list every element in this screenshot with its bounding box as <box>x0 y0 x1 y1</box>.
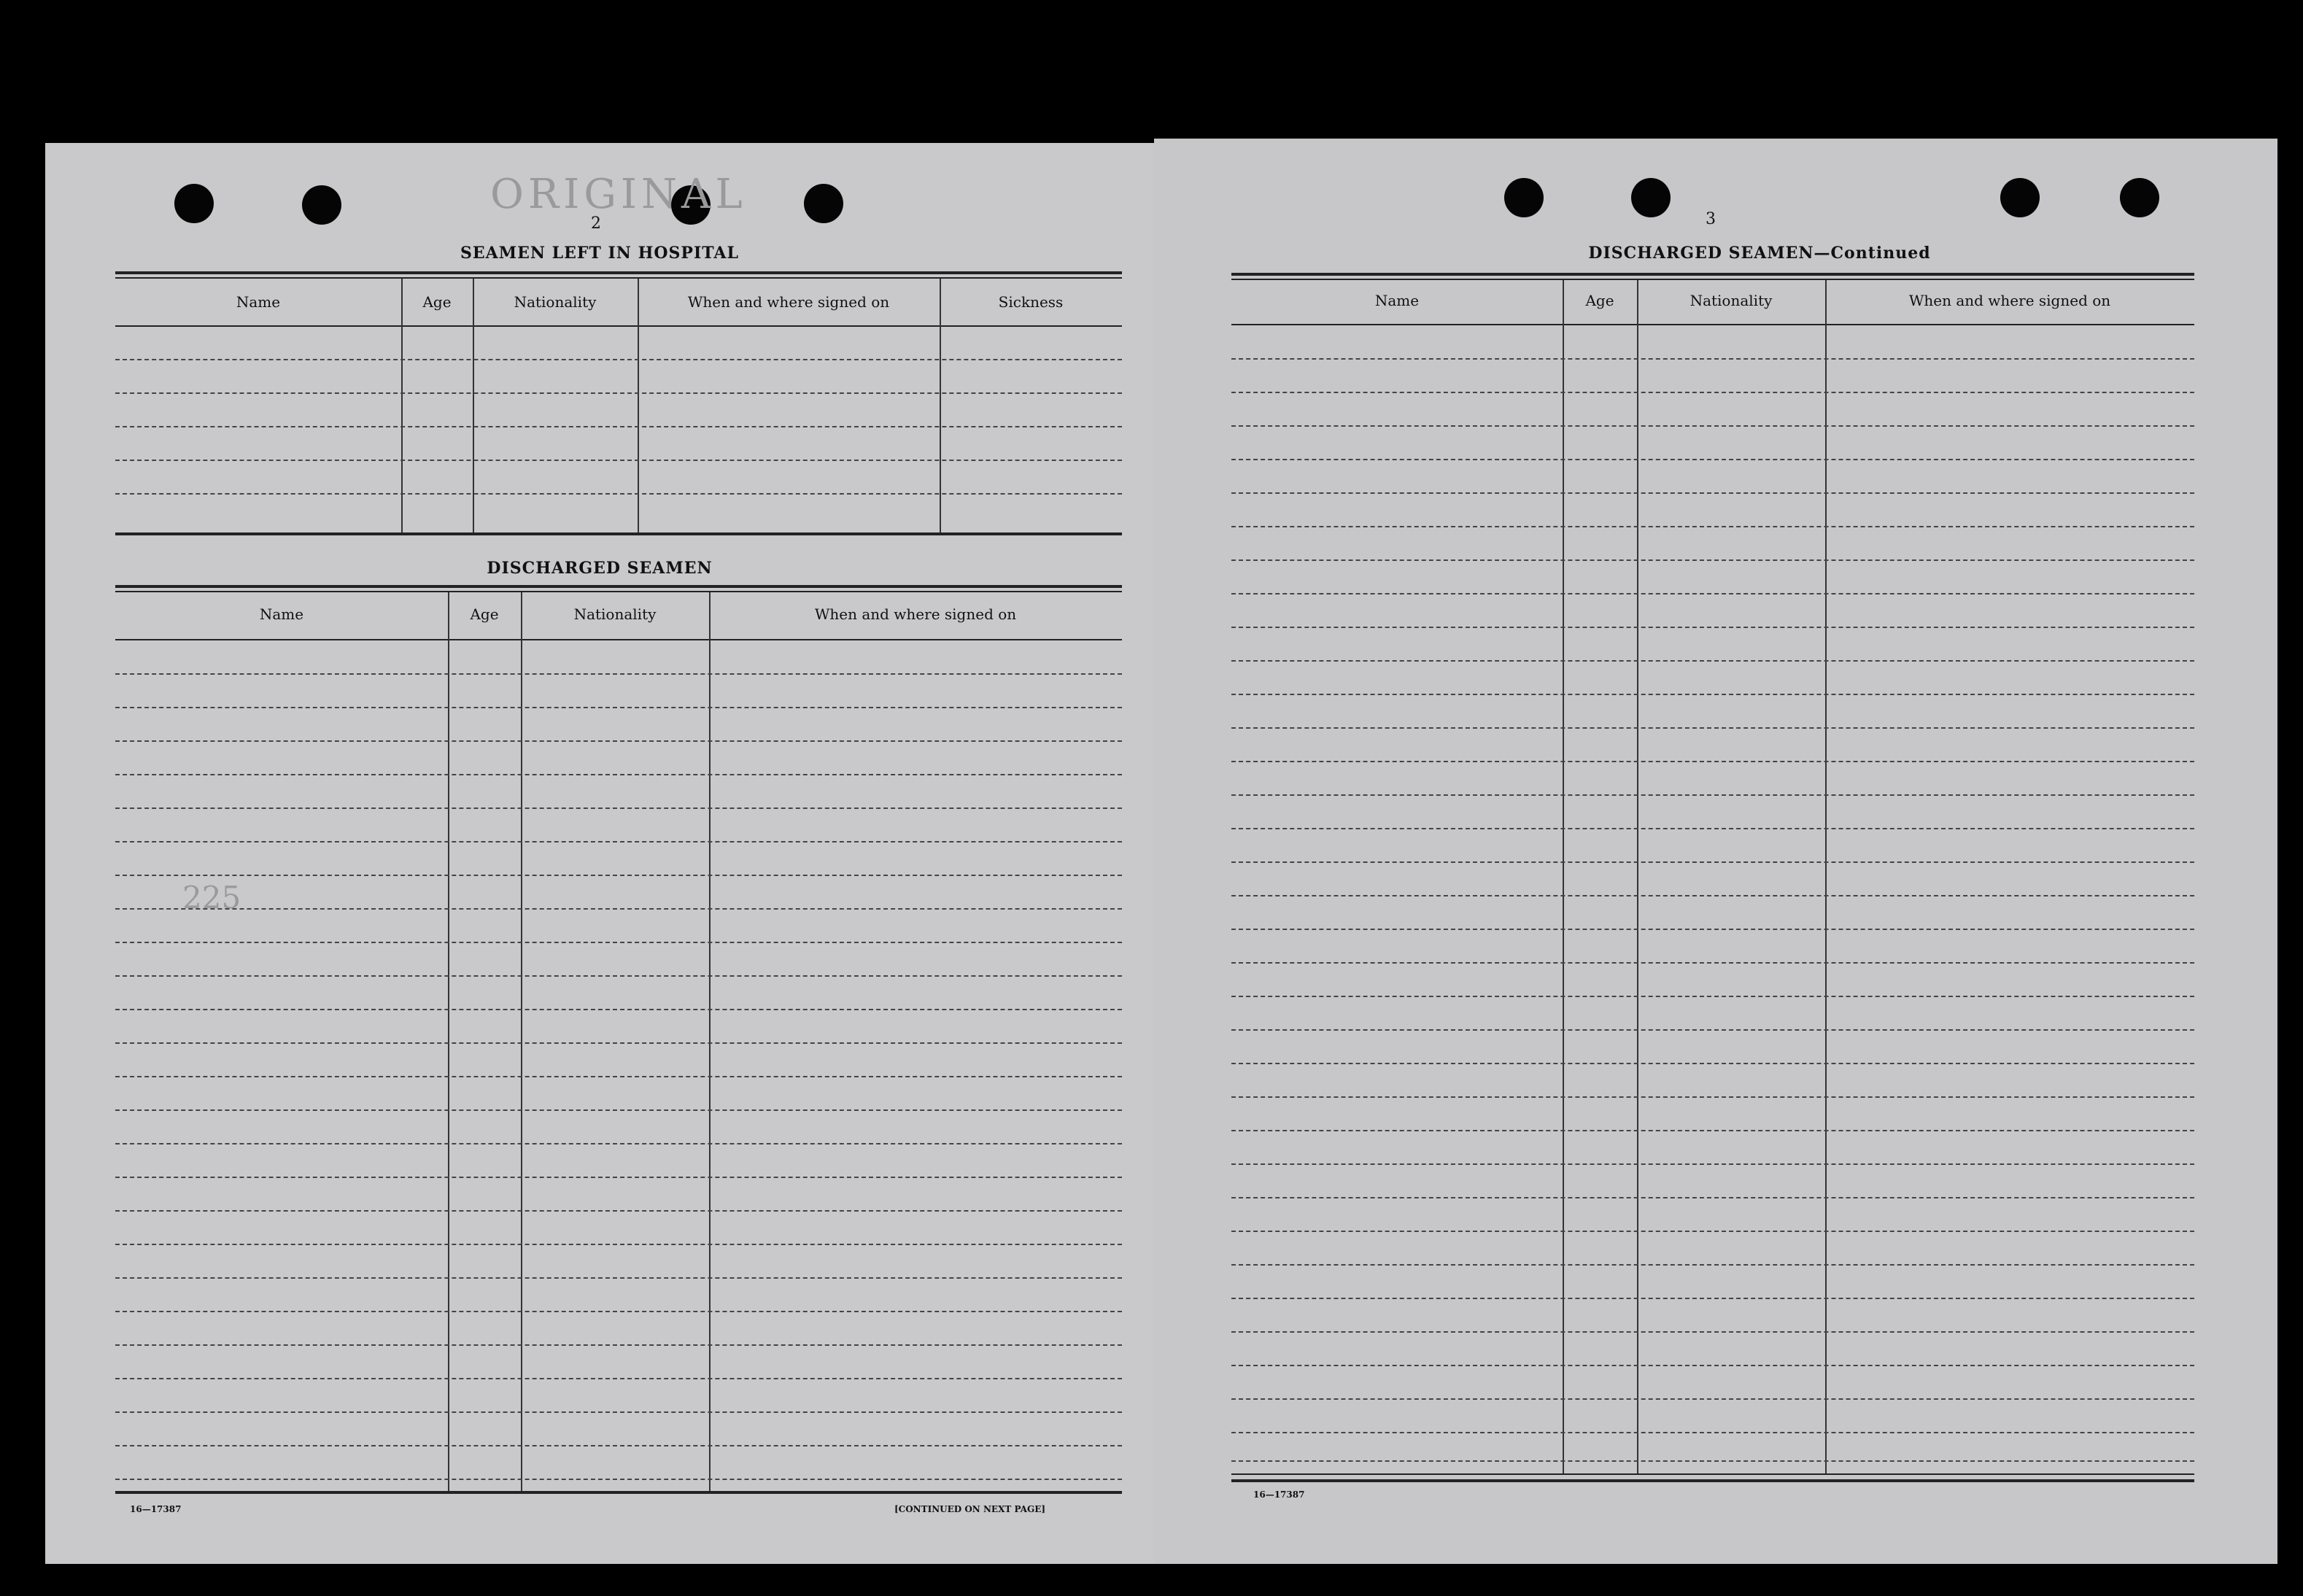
entry-line <box>1231 1460 2194 1462</box>
entry-line <box>115 1479 1122 1480</box>
entry-line <box>1231 627 2194 628</box>
entry-line <box>1231 559 2194 561</box>
punch-hole <box>1631 178 1671 217</box>
column-header-signed-on: When and where signed on <box>687 293 890 311</box>
table-top-rule <box>115 585 1122 588</box>
entry-line <box>1231 1029 2194 1031</box>
header-bottom-rule <box>115 639 1122 640</box>
entry-line <box>1231 1264 2194 1266</box>
entry-line <box>1231 526 2194 527</box>
column-header-name: Name <box>236 293 281 311</box>
table-top-rule <box>1231 279 2194 280</box>
entry-line <box>115 1177 1122 1178</box>
column-header-signed-on: When and where signed on <box>1908 292 2111 309</box>
punch-hole <box>1504 178 1544 217</box>
entry-line <box>1231 1096 2194 1098</box>
entry-line <box>115 460 1122 461</box>
entry-line <box>115 1344 1122 1346</box>
entry-line <box>1231 929 2194 930</box>
entry-line <box>115 1009 1122 1010</box>
punch-hole <box>2000 178 2040 217</box>
entry-line <box>115 1244 1122 1245</box>
right-page <box>1154 139 2277 1564</box>
entry-line <box>115 1143 1122 1144</box>
entry-line <box>1231 492 2194 494</box>
entry-line <box>1231 1398 2194 1400</box>
entry-line <box>115 740 1122 742</box>
table-bottom-rule <box>1231 1473 2194 1475</box>
table-top-rule <box>1231 273 2194 276</box>
entry-line <box>115 807 1122 809</box>
column-header-nationality: Nationality <box>1689 292 1773 309</box>
entry-line <box>1231 1130 2194 1131</box>
entry-line <box>1231 1365 2194 1366</box>
entry-line <box>115 359 1122 360</box>
entry-line <box>115 1076 1122 1077</box>
continued-note: [CONTINUED ON NEXT PAGE] <box>894 1504 1046 1514</box>
entry-line <box>115 1210 1122 1212</box>
entry-line <box>115 673 1122 675</box>
entry-line <box>1231 794 2194 796</box>
table-top-rule <box>115 277 1122 279</box>
punch-hole <box>302 185 341 225</box>
left-page <box>45 143 1154 1564</box>
entry-line <box>1231 895 2194 896</box>
column-header-signed-on: When and where signed on <box>814 605 1017 623</box>
entry-line <box>1231 425 2194 427</box>
table-top-rule <box>115 591 1122 592</box>
column-header-name: Name <box>1374 292 1420 309</box>
column-header-name: Name <box>259 605 304 623</box>
entry-line <box>115 426 1122 427</box>
show-through-text: 225 <box>182 880 241 915</box>
entry-line <box>115 707 1122 708</box>
entry-line <box>1231 1163 2194 1165</box>
column-header-sickness: Sickness <box>998 293 1064 311</box>
punch-hole <box>804 184 843 223</box>
entry-line <box>1231 593 2194 594</box>
entry-line <box>115 392 1122 394</box>
entry-line <box>1231 459 2194 460</box>
column-header-age: Age <box>422 293 452 311</box>
entry-line <box>1231 1432 2194 1433</box>
entry-line <box>1231 694 2194 695</box>
entry-line <box>115 908 1122 910</box>
entry-line <box>1231 660 2194 662</box>
column-divider <box>521 592 522 1491</box>
entry-line <box>115 493 1122 495</box>
column-header-nationality: Nationality <box>514 293 597 311</box>
entry-line <box>1231 761 2194 762</box>
entry-line <box>115 1378 1122 1379</box>
column-header-age: Age <box>470 605 499 623</box>
page-number: 3 <box>1706 210 1716 228</box>
form-number: 16—17387 <box>130 1504 182 1514</box>
header-bottom-rule <box>1231 324 2194 325</box>
show-through-text: ORIGINAL <box>490 171 747 218</box>
page-number: 2 <box>591 214 601 233</box>
table-top-rule <box>115 271 1122 274</box>
entry-line <box>1231 1063 2194 1064</box>
discharged-section-title: DISCHARGED SEAMEN <box>487 559 713 578</box>
column-header-nationality: Nationality <box>573 605 657 623</box>
entry-line <box>1231 392 2194 393</box>
entry-line <box>1231 1331 2194 1333</box>
entry-line <box>1231 358 2194 360</box>
entry-line <box>1231 828 2194 829</box>
entry-line <box>115 1445 1122 1446</box>
entry-line <box>115 975 1122 977</box>
entry-line <box>115 942 1122 943</box>
hospital-section-title: SEAMEN LEFT IN HOSPITAL <box>460 244 739 263</box>
table-bottom-rule <box>115 1491 1122 1494</box>
entry-line <box>115 1109 1122 1111</box>
column-divider <box>448 592 449 1491</box>
entry-line <box>115 1411 1122 1413</box>
entry-line <box>1231 1231 2194 1232</box>
punch-hole <box>2120 178 2159 217</box>
column-divider <box>709 592 711 1491</box>
punch-hole <box>174 184 214 223</box>
entry-line <box>115 841 1122 842</box>
table-bottom-rule <box>115 532 1122 535</box>
entry-line <box>1231 1197 2194 1198</box>
table-bottom-rule <box>1231 1479 2194 1482</box>
section-title: DISCHARGED SEAMEN—Continued <box>1588 244 1931 263</box>
header-bottom-rule <box>115 325 1122 327</box>
entry-line <box>115 1042 1122 1044</box>
entry-line <box>1231 861 2194 863</box>
entry-line <box>1231 727 2194 729</box>
form-number: 16—17387 <box>1253 1490 1305 1500</box>
entry-line <box>1231 962 2194 964</box>
entry-line <box>1231 1298 2194 1299</box>
entry-line <box>115 875 1122 876</box>
entry-line <box>115 1311 1122 1312</box>
entry-line <box>1231 996 2194 997</box>
entry-line <box>115 1277 1122 1279</box>
column-header-age: Age <box>1585 292 1614 309</box>
entry-line <box>115 774 1122 775</box>
